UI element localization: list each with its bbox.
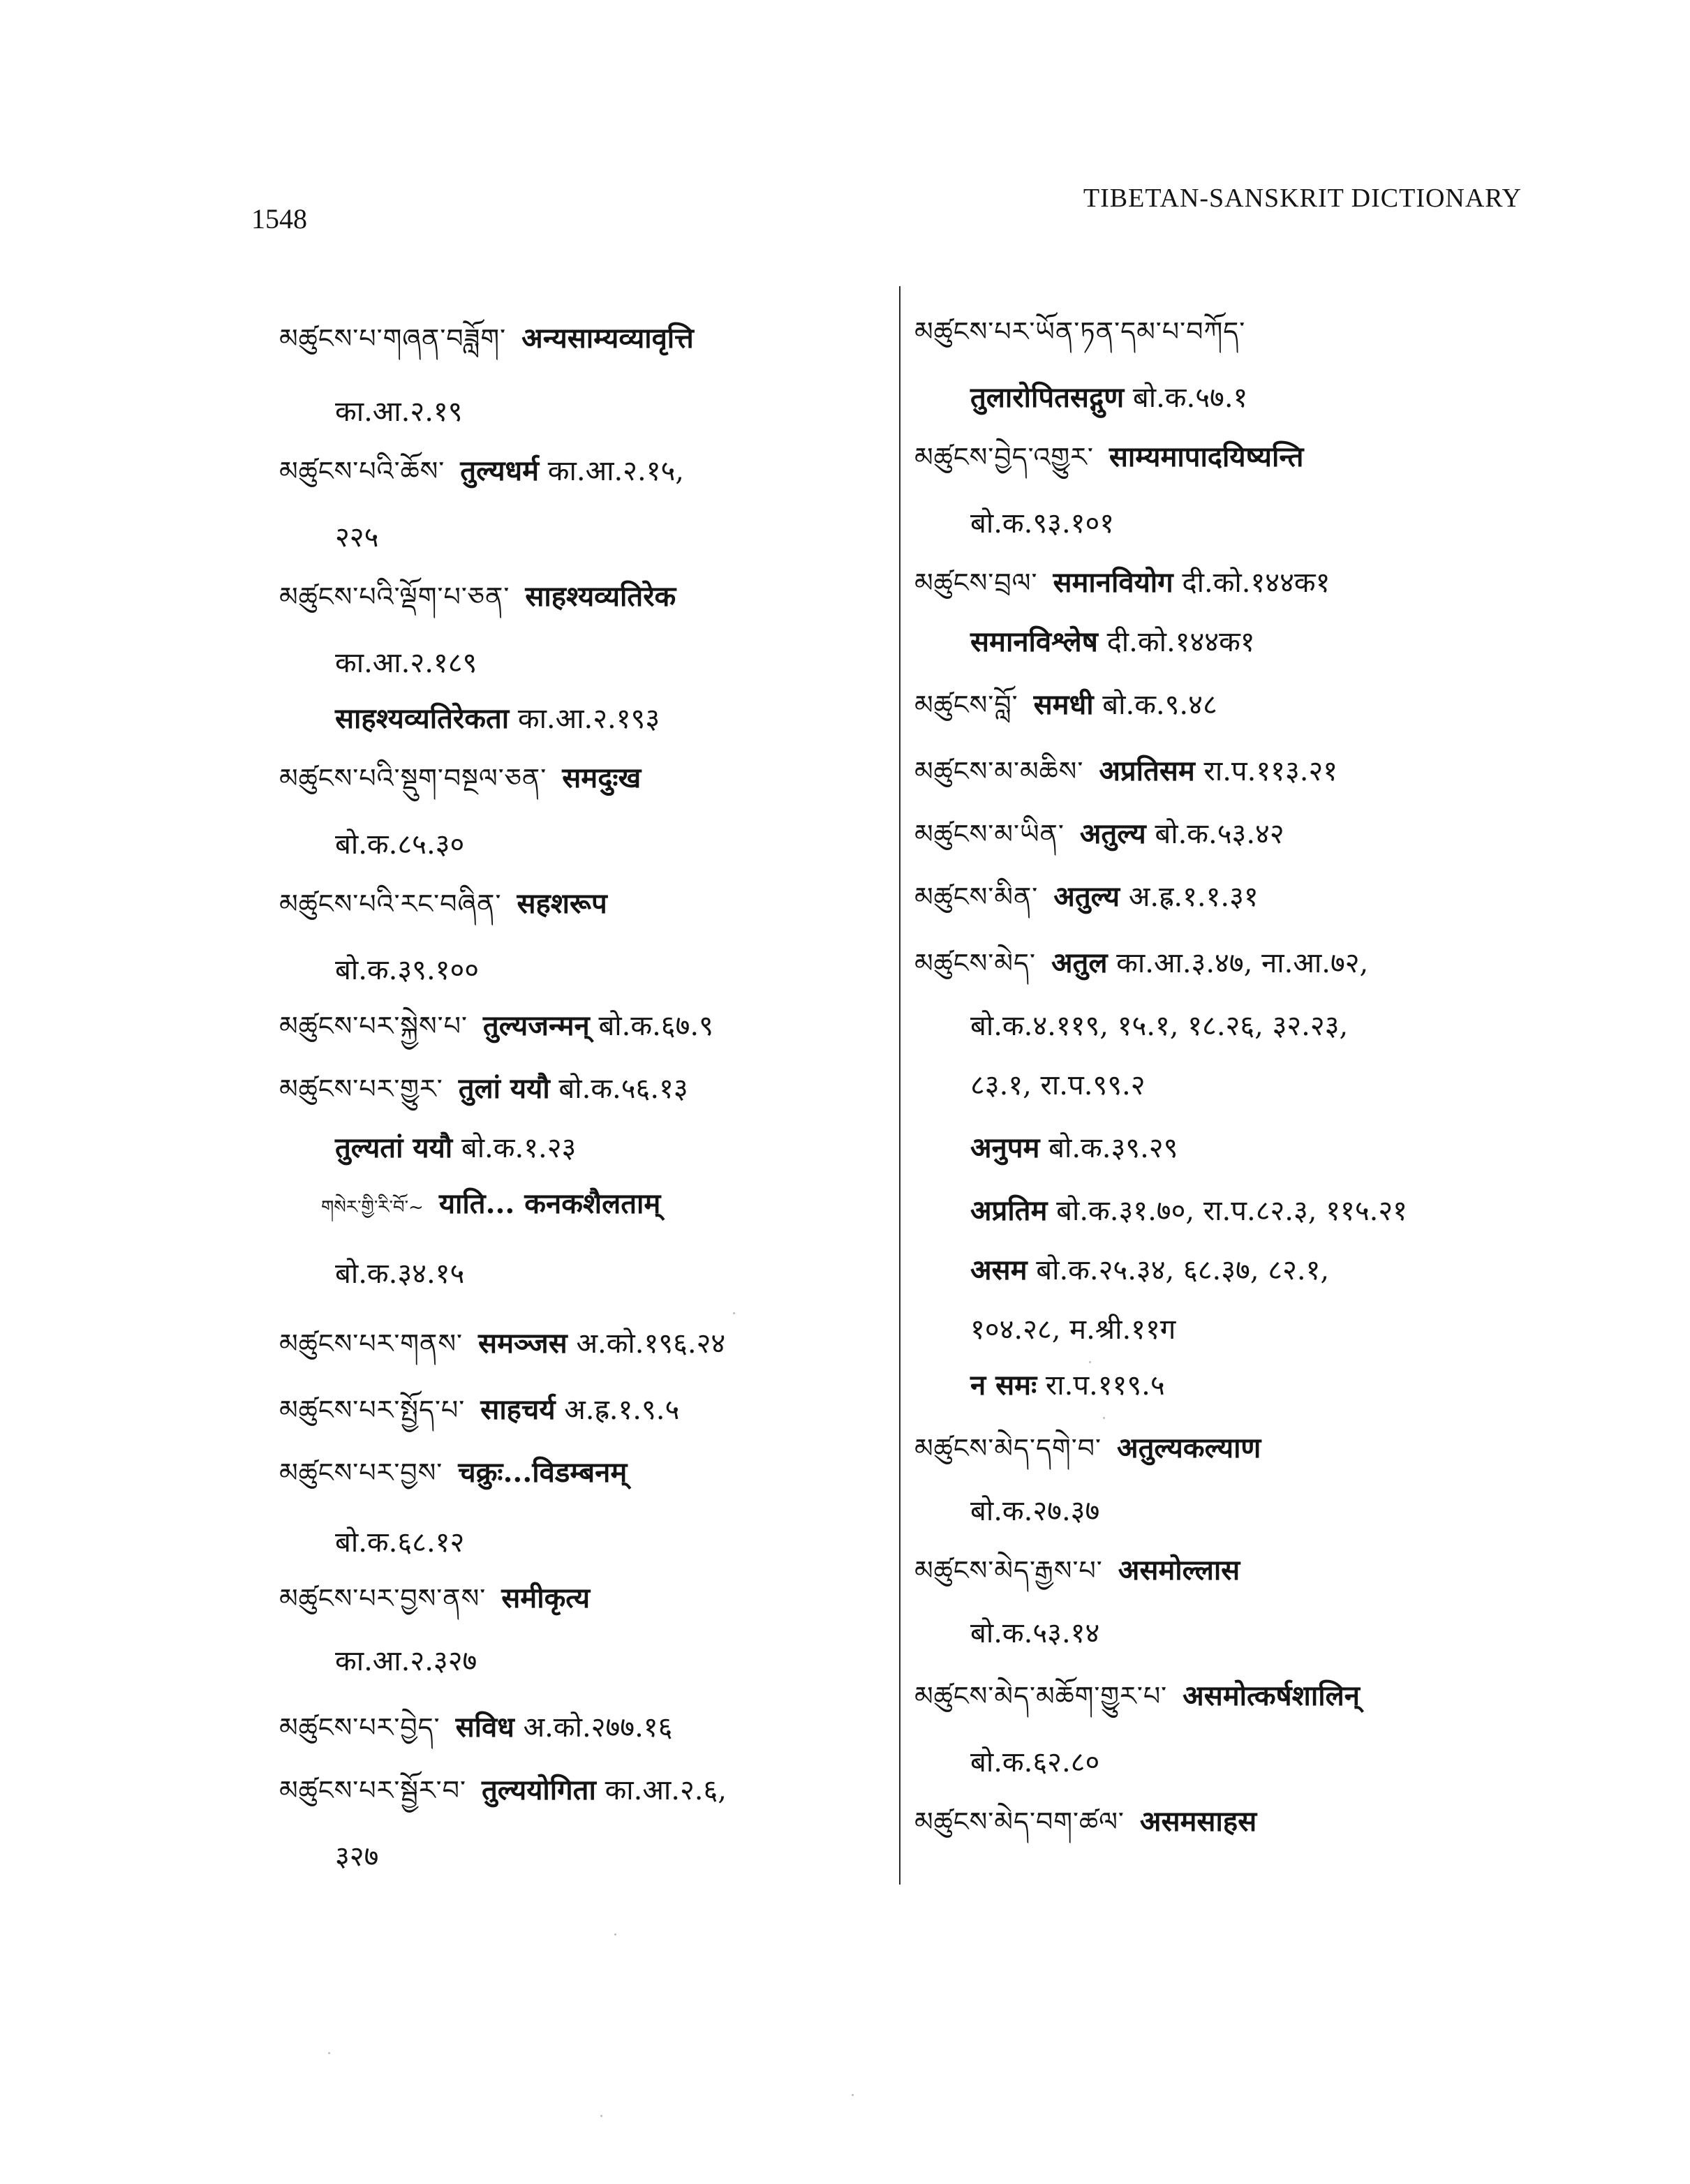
tibetan-headword: མཚུངས་མེད་བག་ཚལ་ — [914, 1806, 1125, 1837]
entry-continuation — [970, 1609, 1099, 1658]
sanskrit-equivalent: अतुल्यकल्याण — [1117, 1432, 1261, 1464]
entry-continuation — [335, 1637, 477, 1686]
sanskrit-equivalent: तुल्यधर्म — [460, 454, 540, 487]
sanskrit-equivalent: अनुपम — [970, 1131, 1040, 1164]
sanskrit-equivalent: साहश्यव्यतिरेकता — [335, 702, 510, 735]
source-reference: का.आ.३.४७, ना.आ.७२, — [1116, 947, 1369, 979]
source-reference: बो.क.३४.१५ — [335, 1258, 465, 1290]
sanskrit-equivalent: समानवियोग — [1053, 566, 1173, 599]
tibetan-headword: མཚུངས་བྲལ་ — [914, 567, 1038, 598]
sanskrit-equivalent: समधी — [1033, 688, 1094, 721]
sanskrit-equivalent: तुलां ययौ — [458, 1072, 550, 1105]
sanskrit-equivalent: साहचर्य — [480, 1393, 556, 1426]
dictionary-entry — [914, 558, 1330, 607]
source-reference: का.आ.२.१९ — [335, 396, 463, 428]
source-reference: बो.क.८५.३० — [335, 829, 465, 861]
dictionary-entry — [279, 1002, 713, 1050]
sanskrit-equivalent: न समः — [970, 1369, 1037, 1402]
sanskrit-equivalent: तुल्ययोगिता — [481, 1774, 596, 1806]
source-reference: दी.को.१४४क१ — [1182, 567, 1330, 599]
entry-continuation — [335, 946, 479, 995]
entry-continuation — [335, 694, 660, 743]
dictionary-entry — [279, 1703, 672, 1752]
entry-continuation — [335, 820, 464, 869]
source-reference: बो.क.६२.८० — [970, 1746, 1100, 1778]
source-reference: का.आ.२.१५, — [547, 455, 685, 487]
source-reference: ३२७ — [335, 1841, 379, 1873]
dictionary-entry — [914, 307, 1261, 356]
tibetan-headword: མཚུངས་པར་བྱས་ནས་ — [279, 1583, 487, 1614]
entry-continuation — [335, 513, 378, 562]
source-reference: अ.को.२७७.१६ — [523, 1711, 673, 1744]
dictionary-entry — [914, 1672, 1360, 1721]
running-title: TIBETAN-SANSKRIT DICTIONARY — [1083, 184, 1522, 213]
dictionary-entry — [279, 572, 676, 621]
sanskrit-equivalent: अप्रतिसम — [1099, 755, 1195, 787]
sanskrit-equivalent: असमोत्कर्षशालिन् — [1183, 1679, 1360, 1712]
sanskrit-equivalent: साहश्यव्यतिरेक — [525, 580, 676, 613]
dictionary-entry — [279, 1766, 727, 1815]
entry-continuation — [970, 1361, 1165, 1410]
dictionary-entry — [279, 1064, 688, 1113]
entry-continuation — [335, 1832, 378, 1881]
tibetan-headword: མཚུངས་པའི་རང་བཞིན་ — [279, 889, 502, 919]
source-reference: बो.क.९३.१०१ — [970, 507, 1115, 540]
dictionary-entry — [279, 1448, 627, 1497]
tibetan-headword: མཚུངས་བློ་ — [914, 690, 1018, 720]
sanskrit-equivalent: तुलारोपितसद्गुण — [970, 381, 1125, 414]
source-reference: बो.क.६७.९ — [598, 1010, 713, 1042]
source-reference: अ.ह्र.१.१.३१ — [1128, 881, 1259, 913]
entry-continuation — [970, 1187, 1407, 1235]
dictionary-entry — [279, 1319, 725, 1368]
tibetan-headword: མཚུངས་པར་བྱས་ — [279, 1457, 443, 1488]
source-reference: बो.क.५३.१४ — [970, 1617, 1100, 1649]
tibetan-headword: མཚུངས་པ་གཞན་བཟློག་ — [279, 323, 507, 354]
source-reference: बो.क.३९.१०० — [335, 954, 480, 986]
dictionary-entry — [914, 1424, 1261, 1473]
source-reference: बो.क.४.११९, १५.१, १८.२६, ३२.२३, — [970, 1010, 1349, 1042]
tibetan-headword: མཚུངས་པར་སྤྱོད་པ་ — [279, 1395, 466, 1425]
tibetan-headword: མཚུངས་པར་སྐྱེས་པ་ — [279, 1011, 468, 1041]
entry-continuation — [970, 499, 1114, 548]
tibetan-headword: མཚུངས་མེད་རྒྱས་པ་ — [914, 1555, 1103, 1586]
dictionary-entry — [914, 681, 1217, 729]
sanskrit-equivalent: समञ्जस — [478, 1327, 568, 1360]
entry-continuation — [970, 373, 1247, 422]
sanskrit-equivalent: सविध — [455, 1711, 514, 1744]
tibetan-headword: མཚུངས་བྱེད་འགྱུར་ — [914, 442, 1094, 473]
source-reference: का.आ.२.६, — [605, 1774, 727, 1806]
sanskrit-equivalent: समीकृत्य — [501, 1582, 591, 1614]
sanskrit-equivalent: साम्यमापादयिष्यन्ति — [1109, 440, 1304, 473]
tibetan-headword: མཚུངས་པར་གནས་ — [279, 1328, 464, 1359]
source-reference: बो.क.२५.३४, ६८.३७, ८२.१, — [1036, 1254, 1330, 1286]
source-reference: रा.प.११९.५ — [1045, 1369, 1165, 1402]
source-reference: का.आ.२.१९३ — [517, 703, 660, 735]
source-reference: दी.को.१४४क१ — [1106, 626, 1255, 658]
sanskrit-equivalent: सहशरूप — [517, 887, 607, 920]
source-reference: बो.क.२७.३७ — [970, 1495, 1100, 1527]
source-reference: बो.क.५३.४२ — [1155, 818, 1284, 850]
source-reference: बो.क.३१.७०, रा.प.८२.३, ११५.२१ — [1056, 1195, 1407, 1227]
dictionary-entry — [914, 810, 1284, 859]
tibetan-headword: མཚུངས་མ་མཆིས་ — [914, 756, 1084, 787]
tibetan-headword: མཚུངས་པའི་ཆོས་ — [279, 456, 445, 486]
source-reference: बो.क.३९.२९ — [1048, 1132, 1178, 1164]
dictionary-entry — [279, 1574, 590, 1623]
dictionary-entry — [914, 1797, 1257, 1846]
dictionary-entry — [914, 747, 1337, 796]
source-reference: २२५ — [335, 521, 379, 554]
column-divider — [899, 286, 900, 1885]
tibetan-headword: མཚུངས་མེད་དགེ་བ་ — [914, 1433, 1102, 1464]
sanskrit-equivalent: समानविश्लेष — [970, 625, 1098, 658]
source-reference: ८३.१, रा.प.९९.२ — [970, 1069, 1146, 1101]
entry-continuation — [970, 1305, 1176, 1354]
dictionary-entry — [279, 1386, 679, 1434]
tibetan-headword: མཚུངས་པར་བྱེད་ — [279, 1712, 440, 1743]
dictionary-entry — [914, 1546, 1240, 1595]
sanskrit-equivalent: अतुल्य — [1053, 880, 1120, 913]
entry-continuation — [970, 1246, 1329, 1295]
entry-continuation — [970, 1002, 1348, 1050]
source-reference: १०४.२८, म.श्री.११ग — [970, 1314, 1176, 1346]
source-reference: अ.को.१९६.२४ — [576, 1328, 726, 1360]
source-reference: अ.ह्र.१.९.५ — [564, 1394, 680, 1426]
tibetan-headword: མཚུངས་པའི་ལྡོག་པ་ཅན་ — [279, 581, 510, 612]
tibetan-headword: མཚུངས་མེད་ — [914, 948, 1036, 979]
sanskrit-equivalent: असमसाहस — [1139, 1805, 1257, 1838]
sanskrit-equivalent: असमोल्लास — [1118, 1554, 1240, 1587]
source-reference: का.आ.२.१८९ — [335, 647, 477, 679]
source-reference: बो.क.५६.१३ — [558, 1073, 688, 1105]
tibetan-headword: མཚུངས་པར་གྱུར་ — [279, 1074, 443, 1104]
dictionary-entry — [279, 314, 694, 363]
entry-continuation — [970, 1124, 1178, 1173]
source-reference: बो.क.१.२३ — [461, 1132, 577, 1164]
entry-continuation — [970, 1487, 1099, 1536]
entry-continuation — [335, 387, 463, 436]
source-reference: रा.प.११३.२१ — [1203, 755, 1338, 787]
entry-continuation — [335, 1249, 464, 1298]
entry-continuation — [335, 639, 477, 688]
entry-continuation — [335, 1124, 576, 1173]
sanskrit-equivalent: तुल्यतां ययौ — [335, 1131, 453, 1164]
dictionary-entry — [914, 872, 1259, 921]
sanskrit-equivalent: चक्रुः...विडम्बनम् — [458, 1456, 628, 1489]
sanskrit-equivalent: तुल्यजन्मन् — [482, 1009, 590, 1042]
dictionary-entry — [321, 1180, 660, 1228]
page-number: 1548 — [251, 203, 307, 235]
source-reference: बो.क.९.४८ — [1102, 689, 1217, 721]
sanskrit-equivalent: अन्यसाम्यव्यावृत्ति — [521, 322, 694, 355]
sanskrit-equivalent: असम — [970, 1254, 1028, 1286]
tibetan-headword: མཚུངས་མ་ཡིན་ — [914, 819, 1065, 849]
source-reference: का.आ.२.३२७ — [335, 1645, 477, 1677]
sanskrit-equivalent: अतुल्य — [1079, 817, 1146, 850]
tibetan-headword: མཚུངས་མིན་ — [914, 882, 1039, 912]
tibetan-headword: མཚུངས་པར་ཡོན་ཏན་དམ་པ་བཀོད་ — [914, 316, 1246, 347]
dictionary-entry — [914, 939, 1368, 988]
sanskrit-equivalent: याति... कनकशैलताम् — [438, 1187, 661, 1220]
source-reference: बो.क.५७.१ — [1132, 382, 1248, 414]
dictionary-entry — [279, 754, 641, 803]
dictionary-entry — [279, 879, 607, 928]
sanskrit-equivalent: अतुल — [1051, 946, 1108, 979]
sanskrit-equivalent: समदुःख — [562, 762, 642, 794]
tibetan-headword: མཚུངས་པར་སྦྱོར་བ་ — [279, 1775, 466, 1806]
source-reference: बो.क.६८.१२ — [335, 1526, 465, 1559]
tibetan-phrase: གསེར་གྱི་རི་བོ་~ — [321, 1197, 424, 1218]
dictionary-entry — [279, 447, 684, 496]
entry-continuation — [335, 1518, 464, 1567]
sanskrit-equivalent: अप्रतिम — [970, 1194, 1048, 1227]
tibetan-headword: མཚུངས་པའི་སྡུག་བསྔལ་ཅན་ — [279, 763, 547, 794]
tibetan-headword: མཚུངས་མེད་མཆོག་གྱུར་པ་ — [914, 1681, 1168, 1711]
dictionary-entry — [914, 433, 1303, 482]
entry-continuation — [970, 618, 1255, 667]
entry-continuation — [970, 1061, 1146, 1110]
entry-continuation — [970, 1738, 1099, 1787]
